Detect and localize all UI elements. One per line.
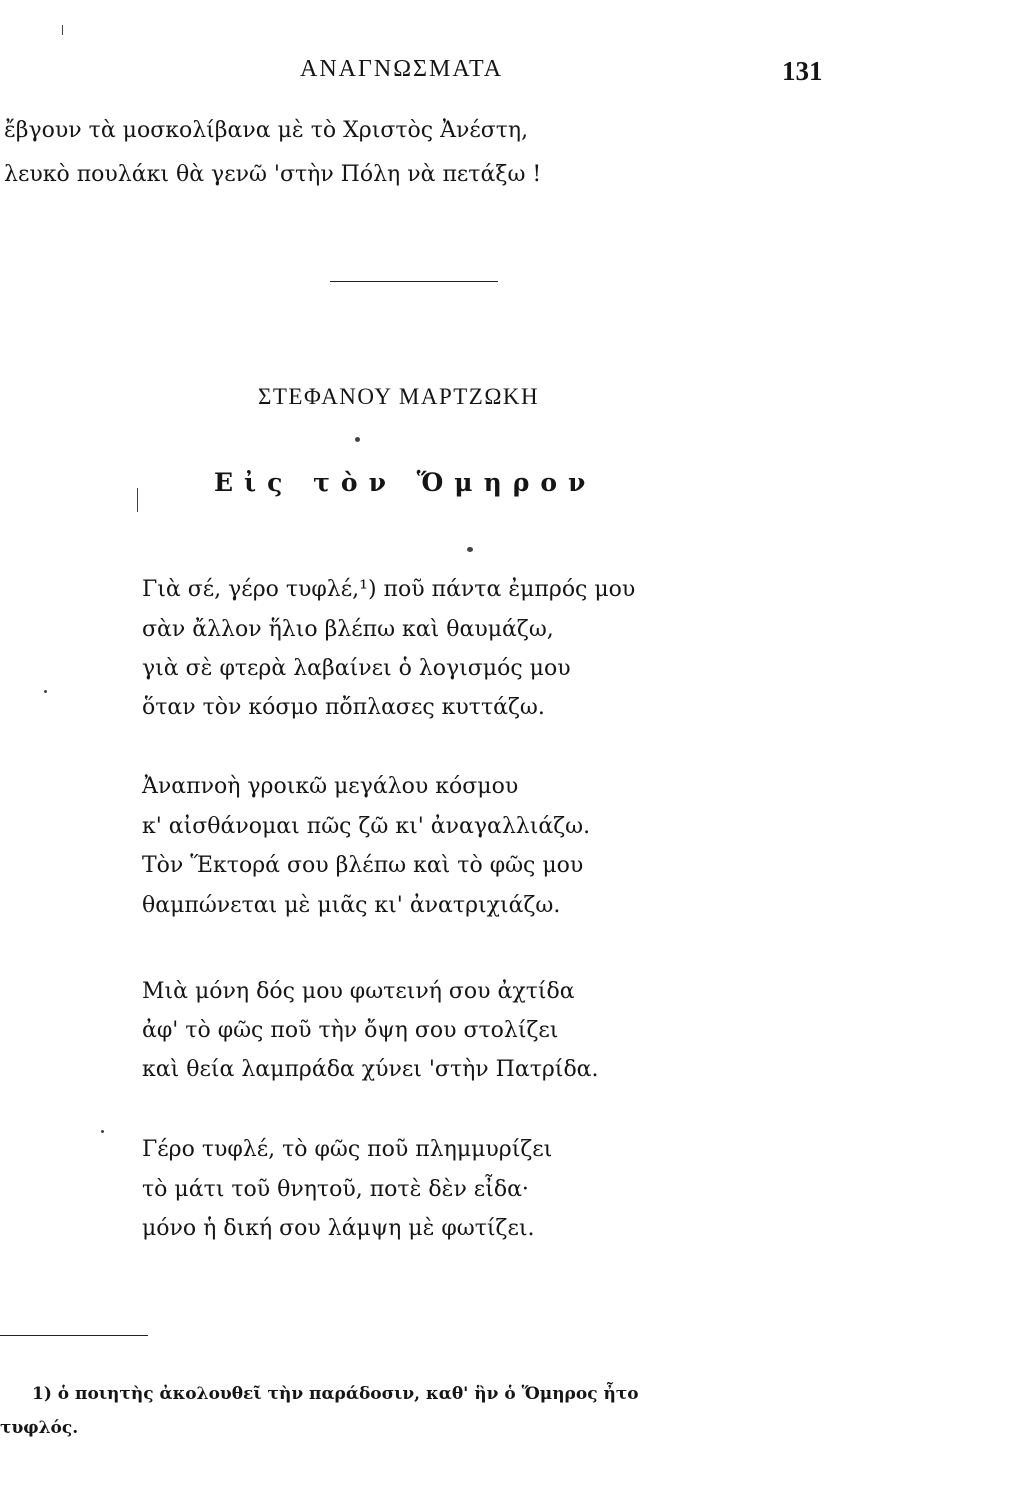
verse-line: σὰν ἄλλον ἥλιο βλέπω καὶ θαυμάζω, (142, 617, 554, 642)
running-header-title: ΑΝΑΓΝΩΣΜΑΤΑ (300, 56, 504, 82)
verse-line: γιὰ σὲ φτερὰ λαβαίνει ὁ λογισμός μου (142, 656, 571, 681)
poem-title: Εἰς τὸν Ὅμηρον (214, 468, 597, 497)
verse-line: καὶ θεία λαμπράδα χύνει 'στὴν Πατρίδα. (142, 1057, 599, 1082)
footnote-text-continued: τυφλός. (0, 1418, 79, 1438)
verse-line: κ' αἰσθάνομαι πῶς ζῶ κι' ἀναγαλλιάζω. (142, 814, 591, 839)
previous-poem-line: ἔβγουν τὰ μοσκολίβανα μὲ τὸ Χριστὸς Ἀνέστη, (4, 118, 529, 143)
verse-line: Τὸν Ἕκτορά σου βλέπω καὶ τὸ φῶς μου (142, 853, 584, 878)
verse-line: ὅταν τὸν κόσμο πὄπλασες κυττάζω. (142, 695, 545, 720)
verse-line: Ἀναπνοὴ γροικῶ μεγάλου κόσμου (142, 774, 519, 799)
verse-line: Μιὰ μόνη δός μου φωτεινή σου ἀχτίδα (142, 979, 575, 1004)
verse-line: ἀφ' τὸ φῶς ποῦ τὴν ὄψη σου στολίζει (142, 1018, 559, 1043)
section-separator (330, 281, 498, 282)
page-number: 131 (782, 56, 823, 86)
verse-line: μόνο ἡ δική σου λάμψη μὲ φωτίζει. (142, 1216, 535, 1241)
verse-line: Γέρο τυφλέ, τὸ φῶς ποῦ πλημμυρίζει (142, 1137, 553, 1162)
scan-speck (137, 488, 138, 512)
scan-speck (62, 25, 63, 35)
footnote-rule (0, 1335, 148, 1336)
scan-speck (101, 1130, 104, 1133)
previous-poem-line: λευκὸ πουλάκι θὰ γενῶ 'στὴν Πόλη νὰ πετάξω ! (4, 162, 542, 187)
verse-line: θαμπώνεται μὲ μιᾶς κι' ἀνατριχιάζω. (142, 893, 561, 918)
verse-line: τὸ μάτι τοῦ θνητοῦ, ποτὲ δὲν εἶδα· (142, 1177, 529, 1202)
poem-author: ΣΤΕΦΑΝΟΥ ΜΑΡΤΖΩΚΗ (258, 384, 540, 409)
footnote-text: 1) ὁ ποιητὴς ἀκολουθεῖ τὴν παράδοσιν, καθ' ἣν ὁ Ὅμηρος ἦτο (32, 1384, 639, 1404)
scan-speck (44, 690, 47, 693)
verse-line: Γιὰ σέ, γέρο τυφλέ,¹) ποῦ πάντα ἐμπρός μου (142, 577, 636, 602)
scan-speck (467, 547, 473, 552)
scan-speck (355, 437, 360, 442)
